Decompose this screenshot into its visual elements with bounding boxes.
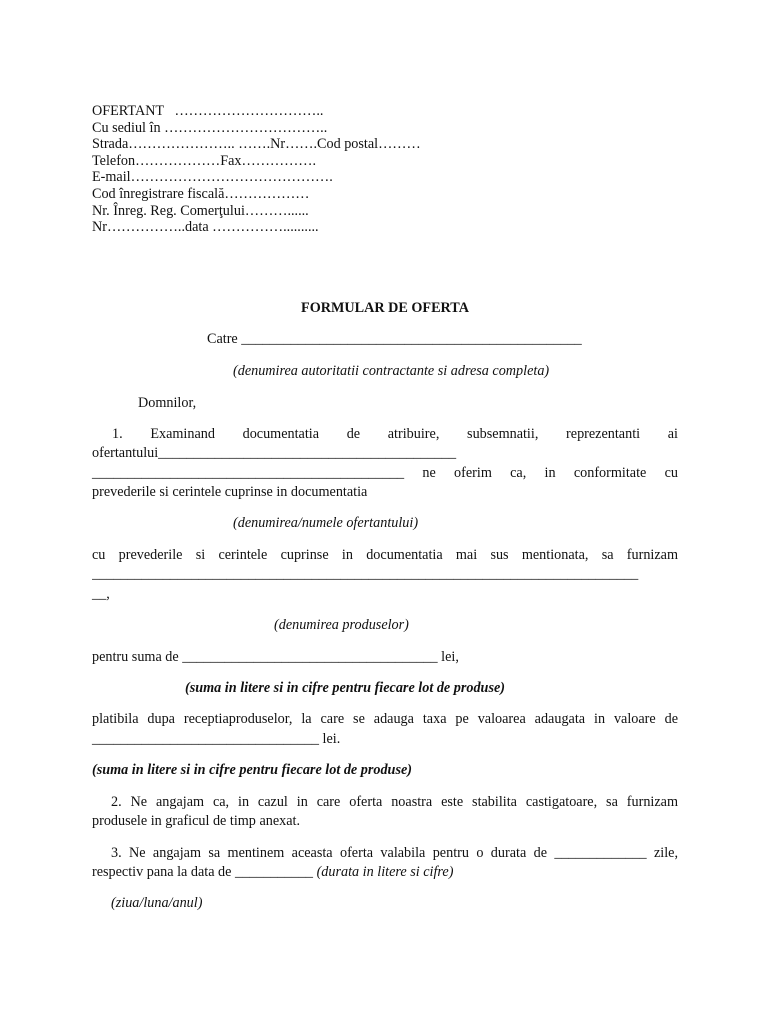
- form-title: FORMULAR DE OFERTA: [301, 300, 469, 316]
- p2-line-3: __,: [92, 586, 110, 602]
- p1-line-3: ____________________________________________ ne oferim ca, in conformitate cu: [92, 465, 678, 481]
- header-line-nr-data: Nr……………..data ……………..........: [92, 219, 319, 236]
- p2-line-1: cu prevederile si cerintele cuprinse in documentatia mai sus mentionata, sa furnizam: [92, 547, 678, 563]
- p6-line-2-text: respectiv pana la data de ___________: [92, 864, 317, 880]
- header-line-reg-comert: Nr. Înreg. Reg. Comerţului………......: [92, 202, 309, 219]
- recipient-note: (denumirea autoritatii contractante si adresa completa): [233, 363, 550, 379]
- p2-line-2: _____________________________________________________________________________: [92, 566, 639, 582]
- header-line-telefon: Telefon………………Fax…………….: [92, 152, 317, 169]
- p6-line-1: 3. Ne angajam sa mentinem aceasta oferta valabila pentru o durata de _____________ zile,: [111, 845, 678, 861]
- header-line-sediu: Cu sediul în ……………………………..: [92, 119, 328, 136]
- header-line-strada: Strada………………….. …….Nr…….Cod postal………: [92, 136, 421, 153]
- recipient-line: Catre ________________________________________________: [207, 331, 582, 347]
- p4-line-1: platibila dupa receptiaproduselor, la care se adauga taxa pe valoarea adaugata in valoare de: [92, 711, 678, 727]
- p6-line-2-note: (durata in litere si cifre): [316, 864, 454, 880]
- p5-line-1: 2. Ne angajam ca, in cazul in care oferta noastra este stabilita castigatoare, sa furnizam: [111, 794, 678, 810]
- p3-line-1: pentru suma de ____________________________________ lei,: [92, 649, 459, 665]
- bidder-header: [92, 103, 421, 236]
- p1-note: (denumirea/numele ofertantului): [233, 515, 419, 531]
- header-line-ofertant: OFERTANT …………………………..: [92, 103, 324, 119]
- header-line-email: E-mail…………………………………….: [92, 169, 333, 186]
- p6-line-2: [92, 863, 678, 882]
- p1-line-2: ofertantului__________________________________________: [92, 445, 457, 461]
- p6-note: (ziua/luna/anul): [111, 895, 203, 911]
- p3-note: (suma in litere si in cifre pentru fiecare lot de produse): [185, 680, 505, 696]
- p1-line-1: 1. Examinand documentatia de atribuire, subsemnatii, reprezentanti ai: [112, 426, 678, 442]
- p2-note: (denumirea produselor): [274, 617, 409, 633]
- header-line-cod-fiscal: Cod înregistrare fiscală………………: [92, 185, 310, 202]
- p1-line-4: prevederile si cerintele cuprinse in documentatia: [92, 484, 368, 500]
- p4-note: (suma in litere si in cifre pentru fiecare lot de produse): [92, 762, 412, 778]
- p5-line-2: produsele in graficul de timp anexat.: [92, 813, 301, 829]
- greeting: Domnilor,: [138, 395, 197, 411]
- p4-line-2: ________________________________ lei.: [92, 731, 341, 747]
